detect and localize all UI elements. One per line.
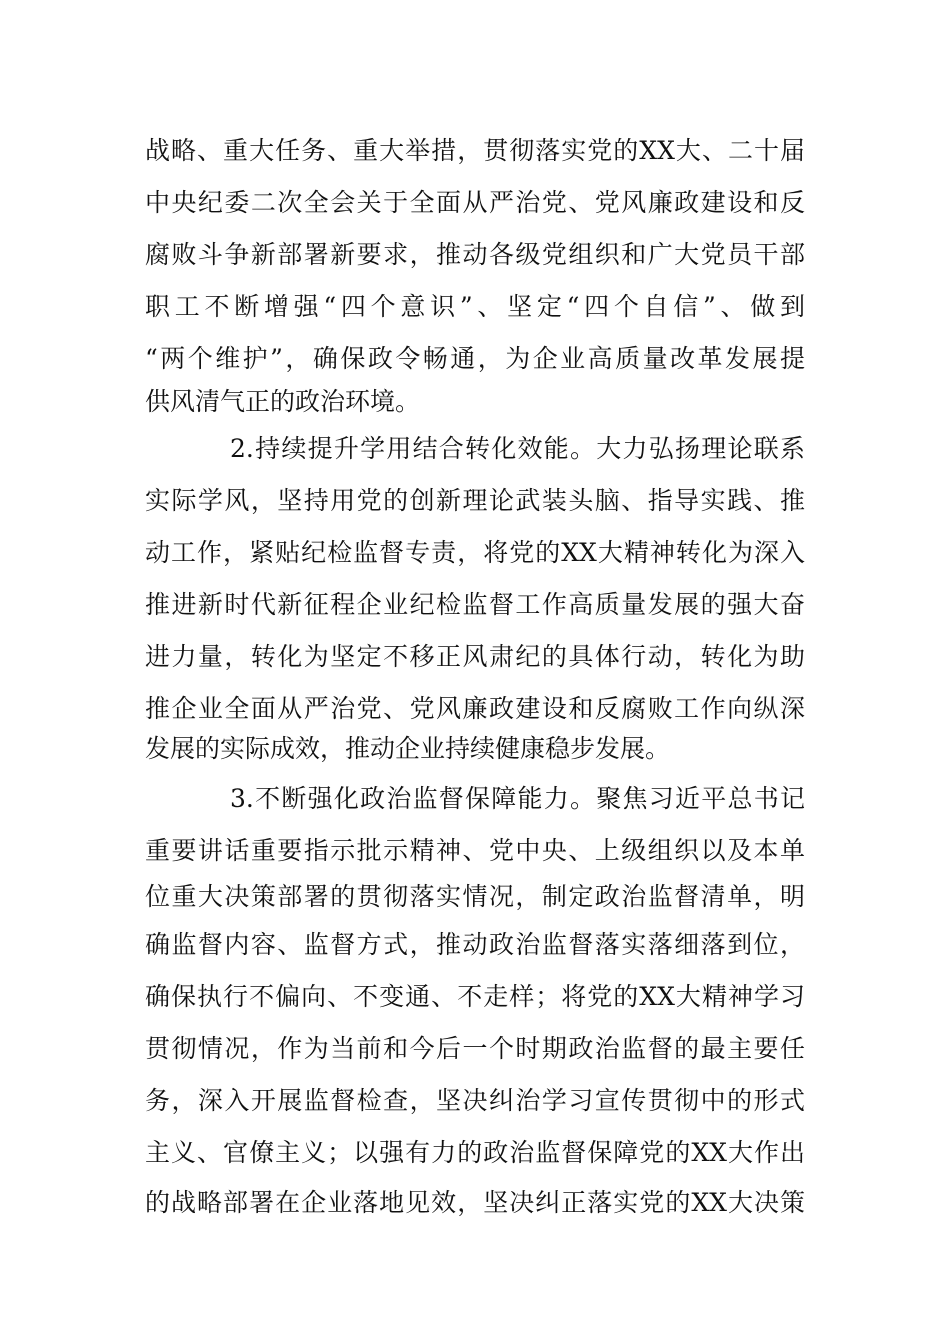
text-line: 确监督内容、监督方式，推动政治监督落实落细落到位， xyxy=(145,930,805,959)
text-line: 动工作，紧贴纪检监督专责，将党的XX大精神转化为深入 xyxy=(145,538,805,567)
text-line: 实际学风，坚持用党的创新理论武装头脑、指导实践、推 xyxy=(145,486,805,515)
text-line: 推进新时代新征程企业纪检监督工作高质量发展的强大奋 xyxy=(145,590,805,619)
text-line: 进力量，转化为坚定不移正风肃纪的具体行动，转化为助 xyxy=(145,642,805,671)
text-line: 职工不断增强“四个意识”、坚定“四个自信”、做到 xyxy=(145,292,805,321)
text-line: 确保执行不偏向、不变通、不走样；将党的XX大精神学习 xyxy=(145,982,805,1011)
text-line: 位重大决策部署的贯彻落实情况，制定政治监督清单，明 xyxy=(145,882,805,911)
text-line: 重要讲话重要指示批示精神、党中央、上级组织以及本单 xyxy=(145,836,805,865)
text-line: 推企业全面从严治党、党风廉政建设和反腐败工作向纵深 xyxy=(145,694,805,723)
paragraph-heading-line: 3.不断强化政治监督保障能力。聚焦习近平总书记 xyxy=(230,784,805,813)
text-line: “两个维护”，确保政令畅通，为企业高质量改革发展提 xyxy=(145,344,805,373)
text-line: 务，深入开展监督检查，坚决纠治学习宣传贯彻中的形式 xyxy=(145,1086,805,1115)
text-line: 发展的实际成效，推动企业持续健康稳步发展。 xyxy=(145,734,671,763)
text-line: 腐败斗争新部署新要求，推动各级党组织和广大党员干部 xyxy=(145,240,805,269)
text-line: 的战略部署在企业落地见效，坚决纠正落实党的XX大决策 xyxy=(145,1188,805,1217)
text-line: 供风清气正的政治环境。 xyxy=(145,387,421,416)
text-line: 贯彻情况，作为当前和今后一个时期政治监督的最主要任 xyxy=(145,1034,805,1063)
text-line: 战略、重大任务、重大举措，贯彻落实党的XX大、二十届 xyxy=(145,136,805,165)
text-line: 中央纪委二次全会关于全面从严治党、党风廉政建设和反 xyxy=(145,188,805,217)
text-line: 主义、官僚主义；以强有力的政治监督保障党的XX大作出 xyxy=(145,1138,805,1167)
paragraph-heading-line: 2.持续提升学用结合转化效能。大力弘扬理论联系 xyxy=(230,434,805,463)
